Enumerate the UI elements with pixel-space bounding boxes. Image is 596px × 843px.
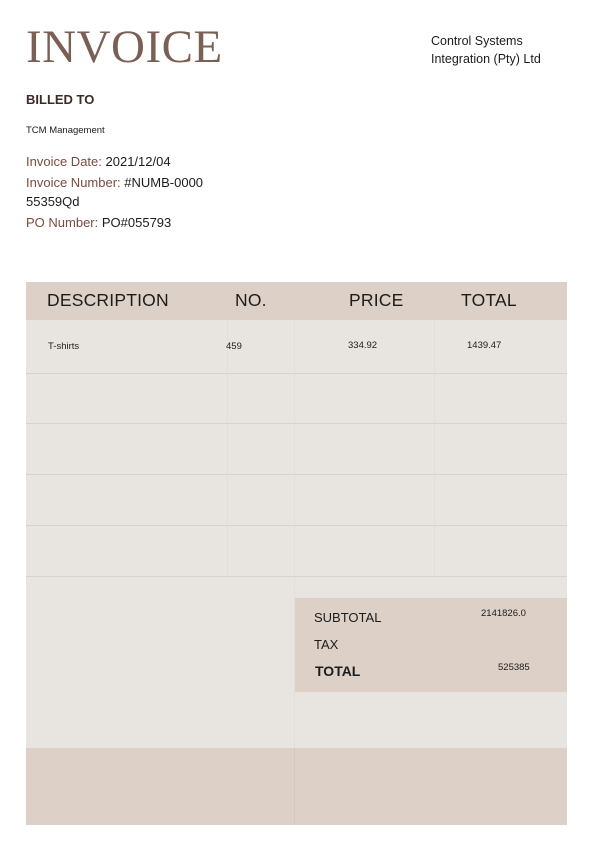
cell-no: 459 — [226, 341, 242, 352]
row-divider — [26, 525, 567, 526]
subtotal-label: SUBTOTAL — [314, 610, 382, 625]
total-value: 525385 — [498, 662, 530, 673]
header-price: PRICE — [349, 290, 404, 310]
totals-box — [295, 598, 567, 692]
footer-divider — [294, 748, 295, 825]
client-name: TCM Management — [26, 125, 105, 136]
cell-description: T-shirts — [48, 341, 80, 352]
column-divider — [227, 320, 228, 576]
total-label: TOTAL — [315, 663, 361, 679]
header-total: TOTAL — [461, 290, 517, 310]
invoice-number-value: #NUMB-000055359Qd — [26, 175, 204, 209]
cell-price: 334.92 — [348, 340, 378, 351]
invoice-title: INVOICE — [26, 21, 223, 73]
company-name — [431, 32, 591, 68]
line-items-table — [26, 282, 567, 825]
header-no: NO. — [235, 290, 267, 310]
po-number — [26, 213, 216, 232]
po-number-value: PO#055793 — [101, 215, 172, 230]
po-number-label: PO Number: — [26, 215, 99, 230]
company-line-1: Control Systems — [431, 34, 523, 48]
billed-to-heading: BILLED TO — [26, 92, 95, 107]
invoice-number — [26, 173, 206, 211]
invoice-number-label: Invoice Number: — [26, 175, 121, 190]
column-divider — [434, 320, 435, 576]
company-line-2: Integration (Pty) Ltd — [431, 52, 541, 66]
footer-band — [26, 748, 567, 825]
invoice-date — [26, 152, 216, 171]
row-divider — [26, 576, 567, 577]
tax-label: TAX — [314, 637, 339, 652]
invoice-date-label: Invoice Date: — [26, 154, 102, 169]
subtotal-value: 2141826.0 — [481, 608, 526, 619]
invoice-date-value: 2021/12/04 — [105, 154, 171, 169]
row-divider — [26, 423, 567, 424]
header-description: DESCRIPTION — [47, 290, 169, 310]
cell-total: 1439.47 — [467, 340, 502, 351]
table-header — [26, 282, 567, 320]
row-divider — [26, 474, 567, 475]
row-divider — [26, 373, 567, 374]
